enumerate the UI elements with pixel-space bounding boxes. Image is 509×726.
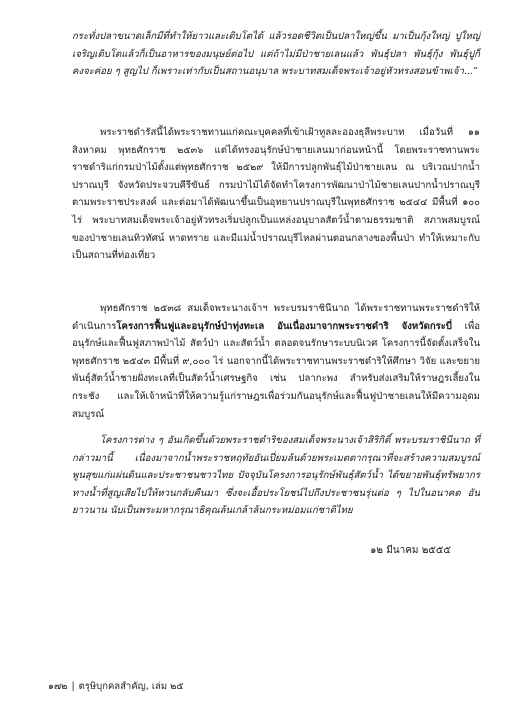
footer-separator: | xyxy=(71,681,75,692)
page-footer xyxy=(48,679,184,694)
quote-paragraph: กระทั่งปลาขนาดเล็กมีที่ทำให้ยาวและเติบโตได้ แล้วรอดชีวิตเป็นปลาใหญ่ขึ้น มาเป็นกุ้งใหญ่ ปูใหญ่ เจริญเติบโตแล้วก็เป็นอาหารของมนุษย์ต่อไป แต่ถ้าไม่มีป่าชายเลนแล้ว พันธุ์ปลา พันธุ์กุ้ง พันธุ์ปูก็คงจะค่อย ๆ สูญไป ก็เพราะเท่ากับเป็นสถานอนุบาล พระบาทสมเด็จพระเจ้าอยู่หัวทรงสอนข้าพเจ้า...” xyxy=(72,31,480,78)
paragraph-2-intro: พุทธศักราช ๒๕๓๘ สมเด็จพระนางเจ้าฯ พระบรมราชินีนาถ ได้พระราชทานพระราชดำริให้ดำเนินการ xyxy=(72,303,480,332)
body-paragraph-2 xyxy=(72,300,480,423)
footer-title: ตรุษิบุกคลสำคัญ, เล่ม ๒๕ xyxy=(78,681,184,692)
document-date: ๑๒ มีนาคม ๒๕๕๕ xyxy=(370,545,451,556)
project-name-bold: โครงการฟื้นฟูและอนุรักษ์ป่าทุ่งทะเล อันเนื่องมาจากพระราชดำริ จังหวัดกระบี่ xyxy=(116,320,453,332)
paragraph-2-body: เพื่ออนุรักษ์และฟื้นฟูสภาพป่าไม้ สัตว์ป่า และสัตว์น้ำ ตลอดจนรักษาระบบนิเวศ โครงการนี้จัดตั้งเสร็จในพุทธศักราช ๒๕๔๓ มีพื้นที่ ๙,๐๐๐ ไร่ นอกจากนี้ได้พระราชทานพระราชดำริให้ศึกษา วิจัย และขยายพันธุ์สัตว์น้ำชายฝั่งทะเลที่เป็นสัตว์น้ำเศรษฐกิจ เช่น ปลากะพง สำหรับส่งเสริมให้ราษฎรเลี้ยงในกระชัง และให้เจ้าหน้าที่ให้ความรู้แก่ราษฎรเพื่อร่วมกันอนุรักษ์และฟื้นฟูป่าชายเลนให้มีความอุดมสมบูรณ์ xyxy=(72,320,480,420)
closing-paragraph: โครงการต่าง ๆ อันเกิดขึ้นด้วยพระราชดำริของสมเด็จพระนางเจ้าสิริกิติ์ พระบรมราชินีนาถ ที่กล่าวมานี้ เนื่องมาจากน้ำพระราชหฤทัยอันเปี่ยมล้นด้วยพระเมตตากรุณาที่จะสร้างความสมบูรณ์พูนสุขแก่แผ่นดินและประชาชนชาวไทย ปัจจุบันโครงการอนุรักษ์พันธุ์สัตว์น้ำ ได้ขยายพันธุ์ทรัพยากรทางน้ำที่สูญเสียไปให้หวนกลับคืนมา ซึ่งจะเอื้อประโยชน์ไปถึงประชาชนรุ่นต่อ ๆ ไปในอนาคต อันยาวนาน นับเป็นพระมหากรุณาธิคุณล้นเกล้าล้นกระหม่อมแก่ชาติไทย xyxy=(72,435,480,517)
page-number: ๑๗๒ xyxy=(48,681,68,692)
body-paragraph-1: พระราชดำรัสนี้ได้พระราชทานแก่คณะบุคคลที่เข้าเฝ้าทูลละอองธุลีพระบาท เมื่อวันที่ ๑๑ สิงหาคม พุทธศักราช ๒๕๓๖ แต่ได้ทรงอนุรักษ์ป่าชายเลนมาก่อนหน้านี้ โดยพระราชทานพระราชดำริแก่กรมป่าไม้ตั้งแต่พุทธศักราช ๒๕๒๙ ให้มีการปลูกพันธุ์ไม้ป่าชายเลน ณ บริเวณปากน้ำปราณบุรี จังหวัดประจวบคีรีขันธ์ กรมป่าไม้ได้จัดทำโครงการพัฒนาป่าไม้ชายเลนปากน้ำปราณบุรีตามพระราชประสงค์ และต่อมาได้พัฒนาขึ้นเป็นอุทยานปราณบุรีในพุทธศักราช ๒๕๔๔ มีพื้นที่ ๑๐๐ ไร่ พระบาทสมเด็จพระเจ้าอยู่หัวทรงเริ่มปลูกเป็นแหล่งอนุบาลสัตว์น้ำตามธรรมชาติ สภาพสมบูรณ์ของป่าชายเลนทิวทัศน์ หาดทราย และมีแม่น้ำปราณบุรีไหลผ่านตอนกลางของพื้นป่า ทำให้เหมาะกับเป็นสถานที่ท่องเที่ยว xyxy=(72,127,480,262)
